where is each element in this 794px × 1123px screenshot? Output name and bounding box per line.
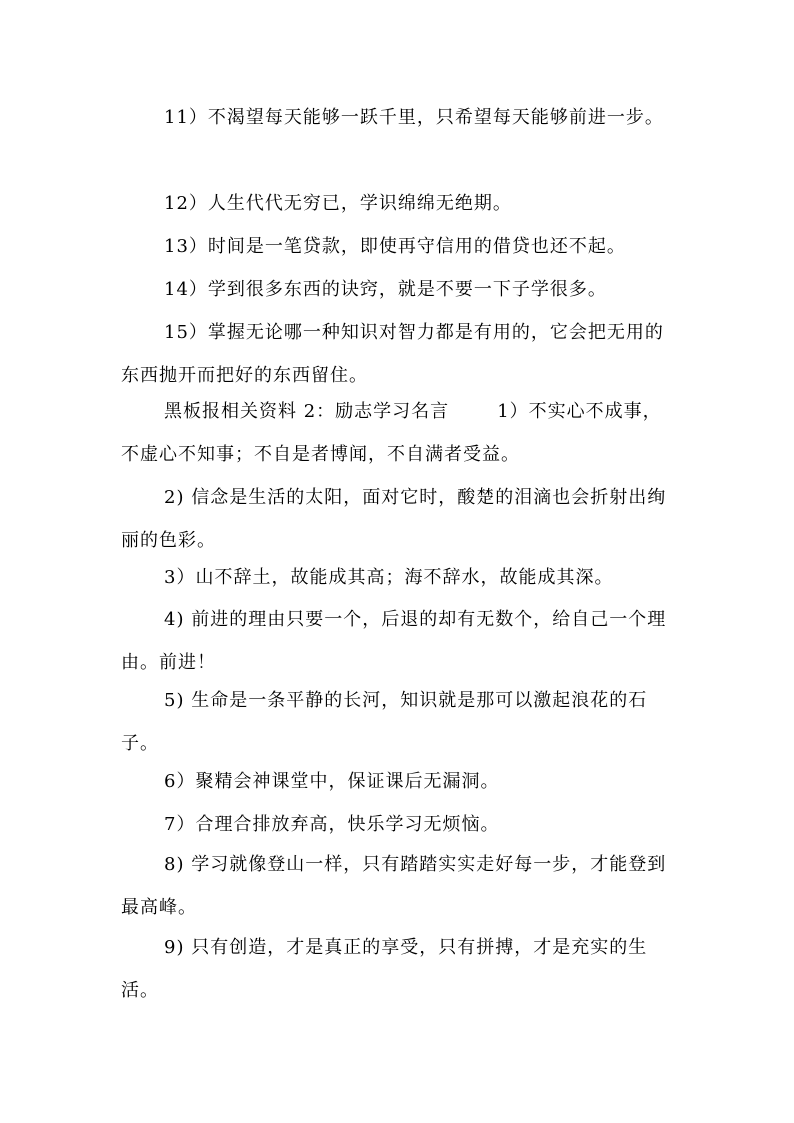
quote-14: 14）学到很多东西的诀窍，就是不要一下子学很多。 [164,279,607,300]
section-first-item: 1）不实心不成事，不虚心不知事；不自是者博闻，不自满者受益。 [121,401,662,465]
quote-2: 2) 信念是生活的太阳，面对它时，酸楚的泪滴也会折射出绚丽的色彩。 [121,487,667,551]
section-paragraph [121,390,673,476]
quote-6: 6）聚精会神课堂中，保证课后无漏洞。 [164,771,500,792]
quote-7: 7）合理合排放弃高，快乐学习无烦恼。 [164,814,500,835]
section-heading: 黑板报相关资料 2：励志学习名言 [164,401,450,422]
quote-5: 5) 生命是一条平静的长河，知识就是那可以激起浪花的石子。 [121,690,648,754]
quote-4: 4) 前进的理由只要一个，后退的却有无数个，给自己一个理由。前进！ [121,609,667,673]
quote-12: 12）人生代代无穷已，学识绵绵无绝期。 [164,193,512,214]
quote-13: 13）时间是一笔贷款，即使再守信用的借贷也还不起。 [164,236,626,257]
quote-15: 15）掌握无论哪一种知识对智力都是有用的，它会把无用的东西抛开而把好的东西留住。 [121,322,664,386]
quote-3: 3）山不辞土，故能成其高；海不辞水，故能成其深。 [164,567,614,588]
quote-8: 8) 学习就像登山一样，只有踏踏实实走好每一步，才能登到最高峰。 [121,854,667,918]
quote-11: 11）不渴望每天能够一跃千里，只希望每天能够前进一步。 [164,107,664,128]
quote-9: 9) 只有创造，才是真正的享受，只有拼搏，才是充实的生活。 [121,937,648,1001]
